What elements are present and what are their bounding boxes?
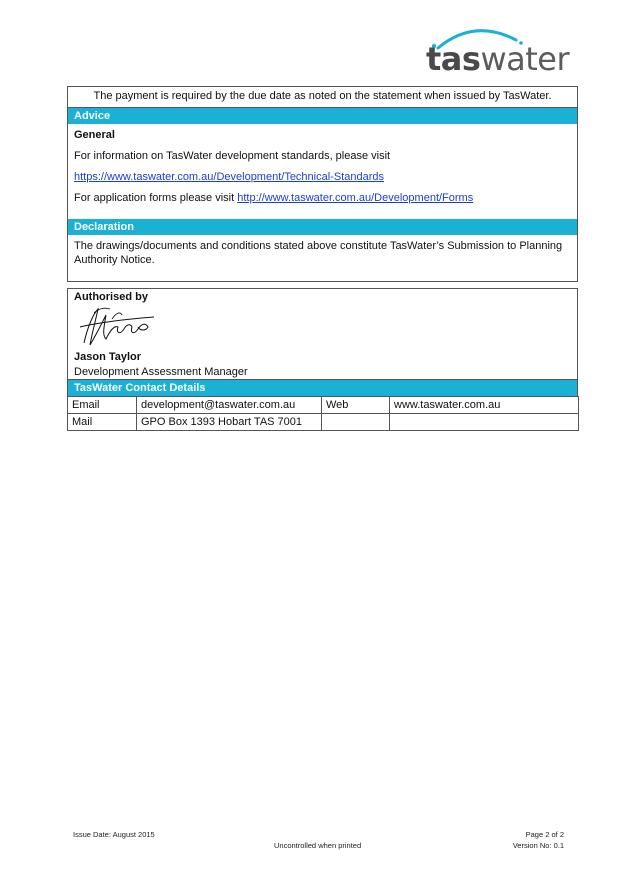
authorised-by-label: Authorised by bbox=[74, 291, 148, 303]
email-label: Email bbox=[68, 397, 137, 414]
empty-cell bbox=[322, 414, 390, 431]
standards-info-text: For information on TasWater development standards, please visit bbox=[74, 150, 391, 162]
logo-wordmark: taswater bbox=[426, 40, 570, 78]
version-number: Version No: 0.1 bbox=[512, 841, 564, 850]
general-subheading: General bbox=[74, 129, 115, 141]
payment-note: The payment is required by the due date as noted on the statement when issued by TasWater. bbox=[68, 87, 577, 108]
uncontrolled-note: Uncontrolled when printed bbox=[274, 841, 362, 850]
web-value: www.taswater.com.au bbox=[390, 397, 579, 414]
declaration-text: The drawings/documents and conditions stated above constitute TasWater’s Submission to Planning Authority Notice. bbox=[74, 240, 563, 266]
web-label: Web bbox=[322, 397, 390, 414]
advice-heading: Advice bbox=[68, 108, 577, 124]
authorised-box bbox=[67, 288, 578, 380]
forms-link[interactable]: http://www.taswater.com.au/Development/Forms bbox=[237, 192, 474, 204]
table-row bbox=[68, 397, 579, 414]
issue-date: Issue Date: August 2015 bbox=[73, 830, 155, 839]
technical-standards-link[interactable]: https://www.taswater.com.au/Development/Technical-Standards bbox=[74, 171, 384, 183]
email-value: development@taswater.com.au bbox=[137, 397, 322, 414]
mail-value: GPO Box 1393 Hobart TAS 7001 bbox=[137, 414, 322, 431]
contact-details bbox=[67, 380, 578, 431]
taswater-logo bbox=[424, 22, 570, 78]
page-number: Page 2 of 2 bbox=[525, 830, 564, 839]
declaration-heading: Declaration bbox=[68, 219, 577, 235]
signatory-title: Development Assessment Manager bbox=[74, 366, 248, 378]
advice-section bbox=[68, 124, 577, 219]
advice-declaration-box bbox=[67, 86, 578, 282]
signature-icon bbox=[76, 305, 156, 349]
mail-label: Mail bbox=[68, 414, 137, 431]
contact-heading: TasWater Contact Details bbox=[67, 380, 578, 396]
table-row bbox=[68, 414, 579, 431]
forms-info-text: For application forms please visit bbox=[74, 192, 238, 204]
empty-cell bbox=[390, 414, 579, 431]
contact-table bbox=[67, 396, 579, 431]
signatory-name: Jason Taylor bbox=[74, 351, 142, 363]
